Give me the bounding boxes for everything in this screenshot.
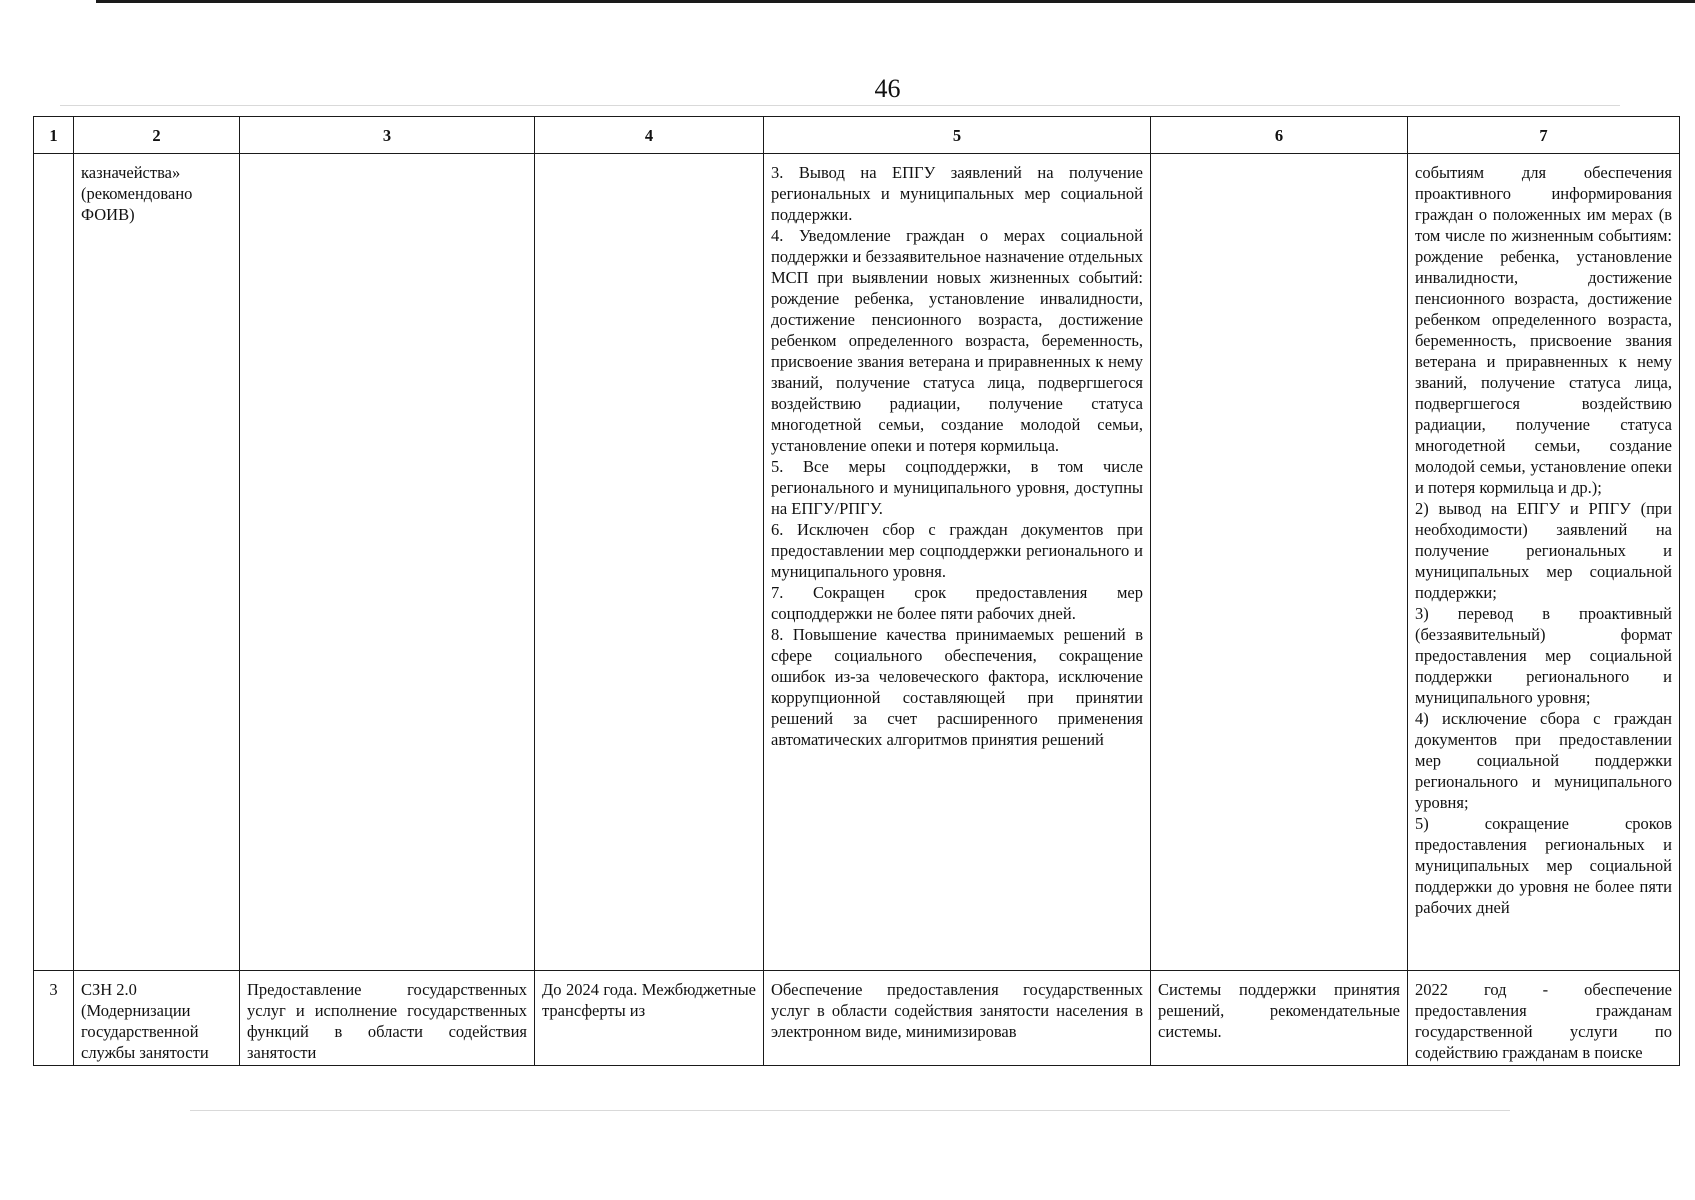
scan-artifact-line (190, 1110, 1510, 1111)
column-header: 5 (764, 117, 1151, 154)
column-header: 4 (535, 117, 764, 154)
column-header: 3 (240, 117, 535, 154)
row-number-cell (34, 154, 74, 971)
page-number: 46 (874, 74, 901, 103)
result-paragraph: 6. Исключен сбор с граждан документов при предоставлении мер соцподдержки регионального и муниципального уровня. (771, 520, 1143, 581)
milestone-paragraph: 3) перевод в проактивный (беззаявительный) формат предоставления мер социальной поддержки регионального и муниципального уровня; (1415, 604, 1672, 707)
milestone-paragraph: 5) сокращение сроков предоставления региональных и муниципальных мер социальной поддержки до уровня не более пяти рабочих дней (1415, 814, 1672, 917)
milestone-paragraph: 2) вывод на ЕПГУ и РПГУ (при необходимости) заявлений на получение региональных и муниципальных мер социальной поддержки; (1415, 499, 1672, 602)
result-paragraph: 5. Все меры соцподдержки, в том числе регионального и муниципального уровня, доступны на ЕПГУ/РПГУ. (771, 457, 1143, 518)
result-paragraph: 8. Повышение качества принимаемых решений в сфере социального обеспечения, сокращение ошибок из-за человеческого фактора, исключение коррупционной составляющей при принятии решений за счет расширенного применения автоматических алгоритмов принятия решений (771, 625, 1143, 749)
deadline-cell: До 2024 года. Межбюджетные трансферты из (535, 971, 764, 1066)
description-cell: Предоставление государственных услуг и исполнение государственных функций в области содействия занятости (240, 971, 535, 1066)
results-cell: Обеспечение предоставления государственных услуг в области содействия занятости населения в электронном виде, минимизировав (764, 971, 1151, 1066)
scan-artifact-line (60, 105, 1620, 106)
scan-top-edge (96, 0, 1695, 3)
description-cell (240, 154, 535, 971)
document-table (33, 116, 1680, 1066)
technology-cell (1151, 154, 1408, 971)
milestone-paragraph: 4) исключение сбора с граждан документов при предоставлении мер социальной поддержки регионального и муниципального уровня; (1415, 709, 1672, 812)
result-paragraph: 3. Вывод на ЕПГУ заявлений на получение региональных и муниципальных мер социальной поддержки. (771, 163, 1143, 224)
technology-cell: Системы поддержки принятия решений, рекомендательные системы. (1151, 971, 1408, 1066)
milestones-cell (1408, 154, 1680, 971)
column-header: 6 (1151, 117, 1408, 154)
table-header-row (34, 117, 1680, 154)
column-header: 1 (34, 117, 74, 154)
table-row (34, 154, 1680, 971)
milestone-paragraph: событиям для обеспечения проактивного информирования граждан о положенных им мерах (в том числе по жизненным событиям: рождение ребенка, установление инвалидности, достижение пенсионного возраста, достижение ребенком определенного возраста, беременность, присвоение звания ветерана и приравненных к нему званий, получение статуса лица, подвергшегося воздействию радиации, получение статуса многодетной семьи, создание молодой семьи, установление опеки и потеря кормильца и др.); (1415, 163, 1672, 497)
deadline-cell (535, 154, 764, 971)
result-paragraph: 4. Уведомление граждан о мерах социальной поддержки и беззаявительное назначение отдельных МСП при выявлении новых жизненных событий: рождение ребенка, установление инвалидности, достижение пенсионного возраста, достижение ребенком определенного возраста, беременность, присвоение звания ветерана и приравненных к нему званий, получение статуса лица, подвергшегося воздействию радиации, получение статуса многодетной семьи, создание молодой семьи, установление опеки и потеря кормильца. (771, 226, 1143, 455)
results-cell (764, 154, 1151, 971)
row-number-cell: 3 (34, 971, 74, 1066)
project-name-cell: СЗН 2.0 (Модернизации государственной службы занятости (74, 971, 240, 1066)
project-name-cell: казначейства» (рекомендовано ФОИВ) (74, 154, 240, 971)
result-paragraph: 7. Сокращен срок предоставления мер соцподдержки не более пяти рабочих дней. (771, 583, 1143, 623)
column-header: 7 (1408, 117, 1680, 154)
table-row (34, 971, 1680, 1066)
milestones-cell: 2022 год - обеспечение предоставления гражданам государственной услуги по содействию гражданам в поиске (1408, 971, 1680, 1066)
column-header: 2 (74, 117, 240, 154)
